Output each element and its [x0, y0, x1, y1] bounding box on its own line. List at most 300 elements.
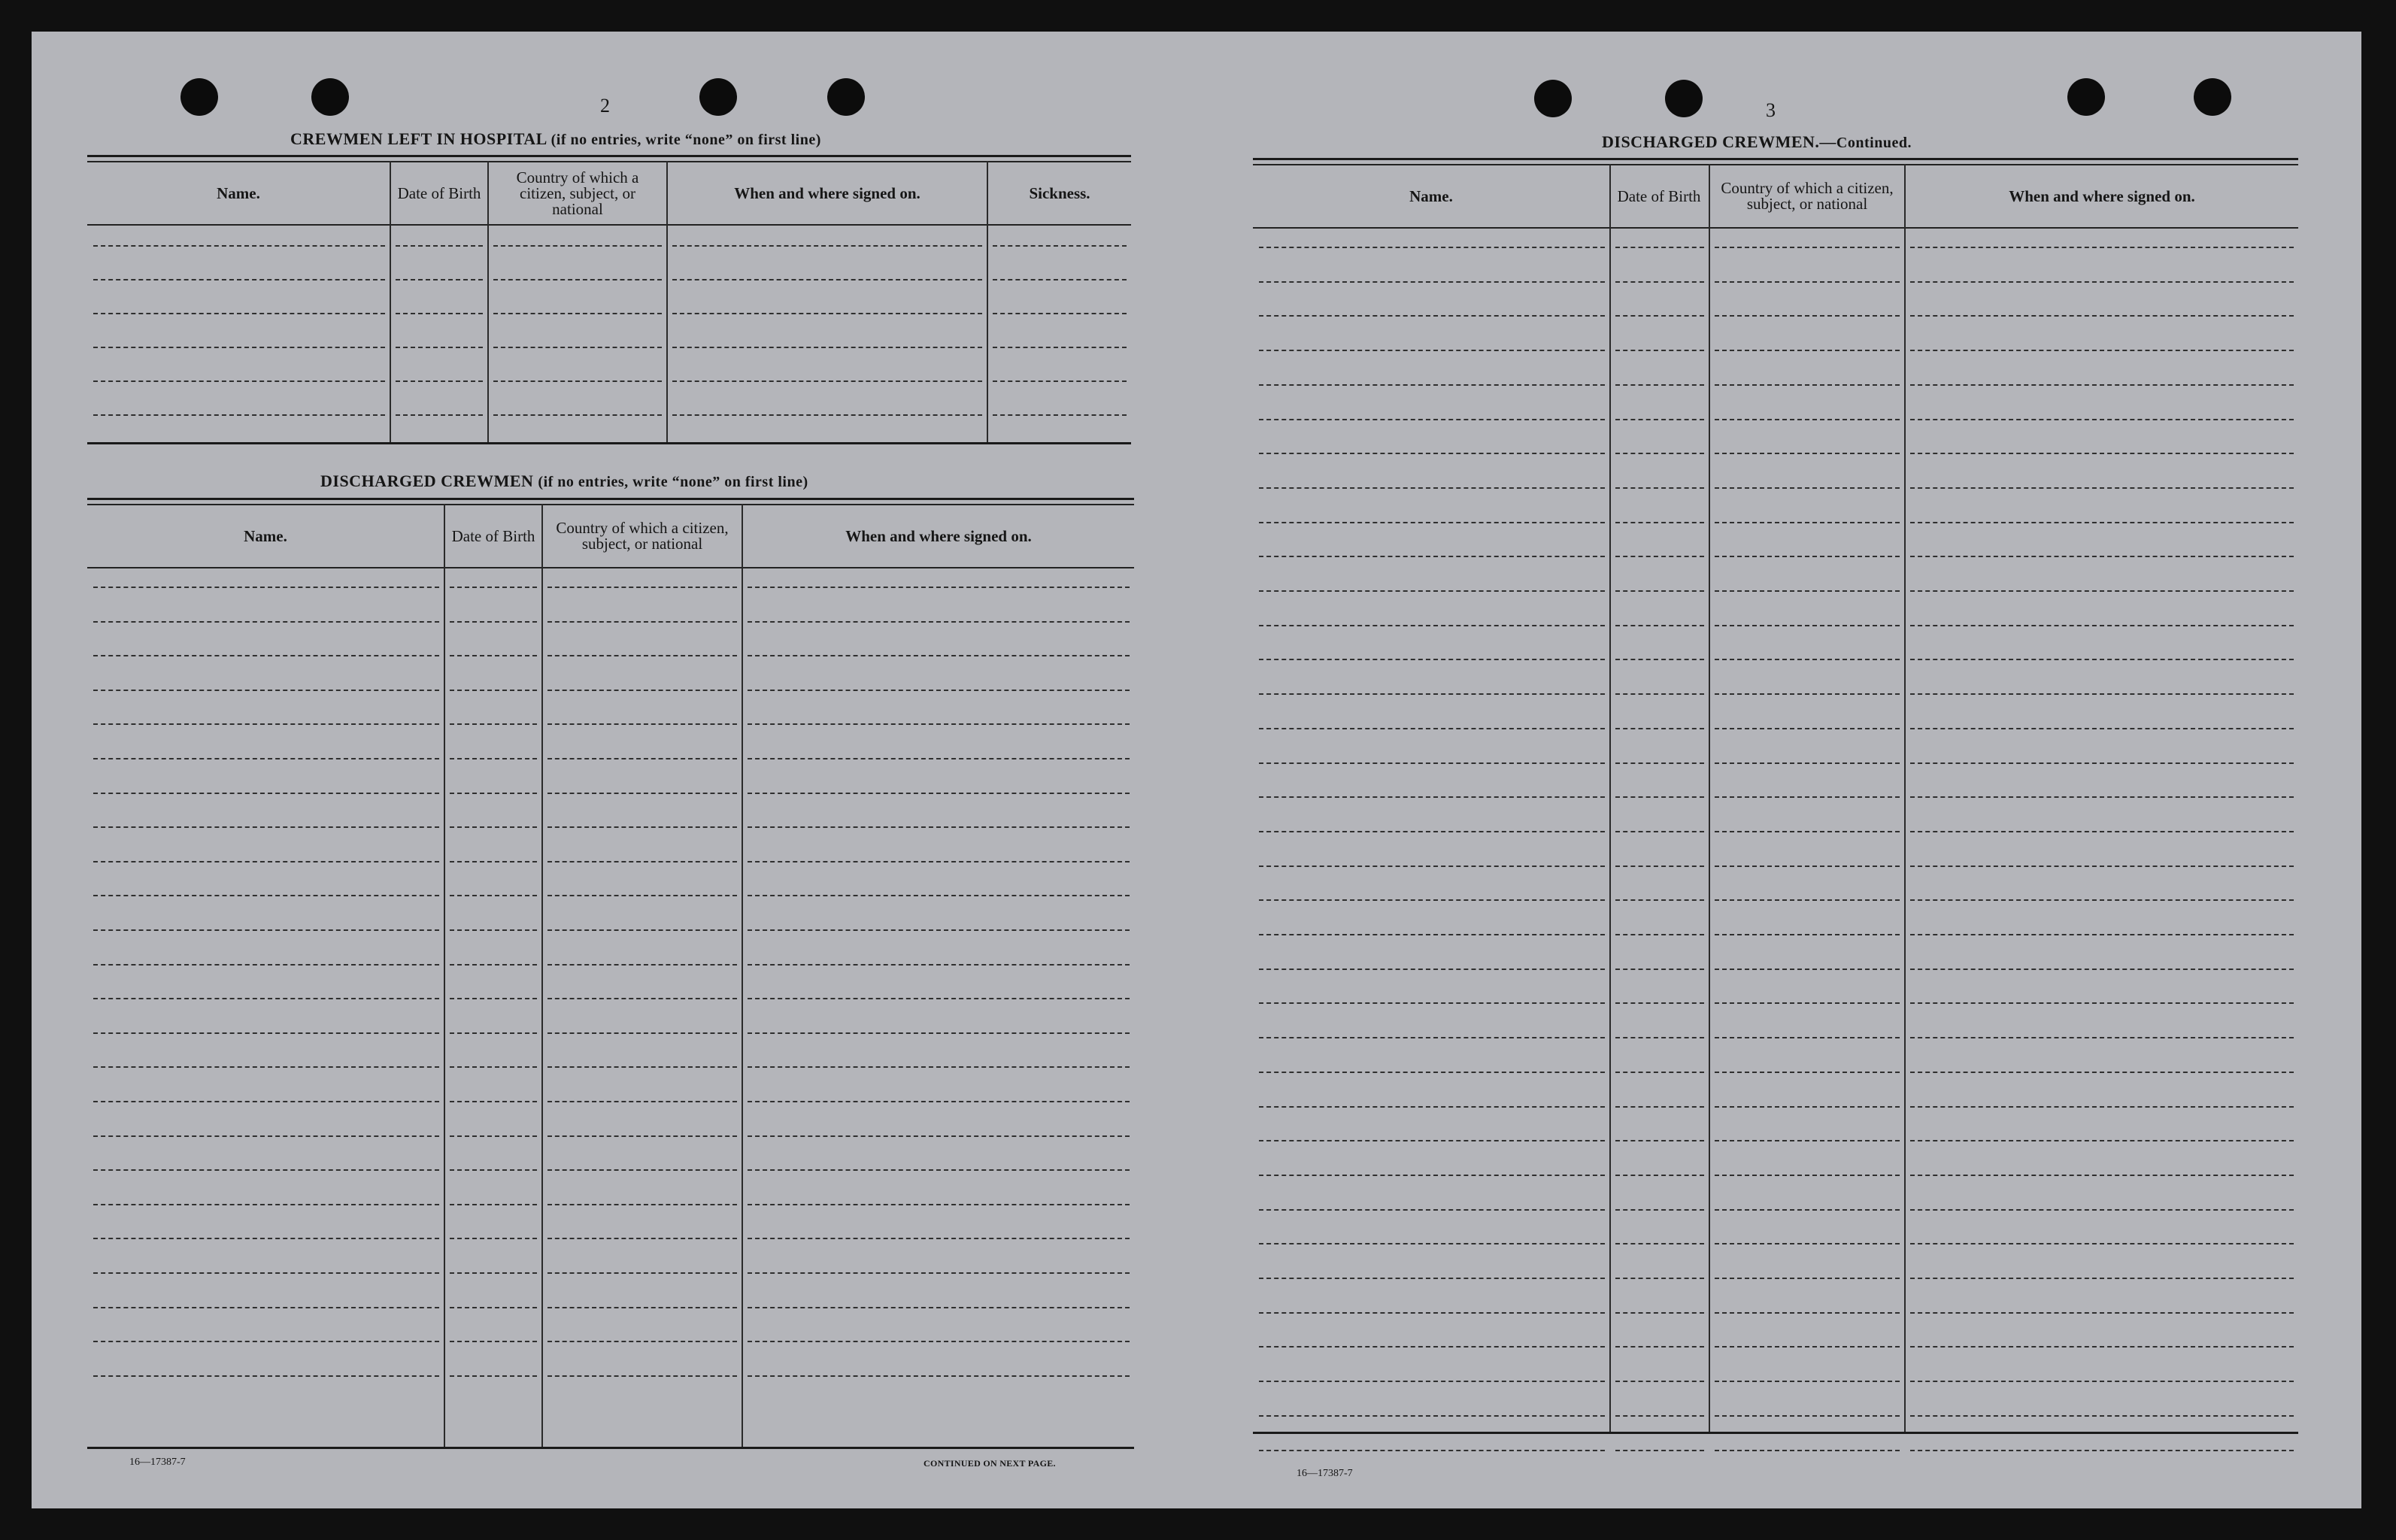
- entry-line: [93, 1238, 439, 1239]
- entry-line: [1259, 969, 1605, 970]
- entry-line: [450, 723, 537, 725]
- entry-line: [748, 861, 1130, 862]
- col-header-name: Name.: [217, 183, 260, 202]
- entry-line: [547, 929, 737, 931]
- entry-line: [1259, 1072, 1605, 1073]
- hospital-table: [87, 155, 1131, 451]
- entry-line: [1910, 1002, 2294, 1004]
- entry-line: [1715, 796, 1900, 798]
- table-bottom-rule: [87, 442, 1131, 444]
- entry-line: [1259, 350, 1605, 351]
- entry-line: [1259, 556, 1605, 557]
- discharged-table-left: [87, 498, 1134, 1454]
- table-top-rule: [1253, 164, 2298, 165]
- entry-line: [93, 1169, 439, 1171]
- entry-line: [1910, 625, 2294, 626]
- entry-line: [1259, 590, 1605, 592]
- entry-line: [1259, 1278, 1605, 1279]
- entry-line: [748, 621, 1130, 623]
- entry-line: [748, 587, 1130, 588]
- entry-line: [1615, 659, 1704, 660]
- entry-line: [1615, 247, 1704, 248]
- entry-line: [1615, 487, 1704, 489]
- entry-line: [1910, 1140, 2294, 1141]
- col-header-date-of-birth: Date of Birth: [1617, 186, 1701, 205]
- entry-line: [1910, 1243, 2294, 1244]
- entry-line: [547, 655, 737, 656]
- page-number-right: 3: [1766, 99, 1776, 121]
- entry-line: [1715, 1415, 1900, 1417]
- entry-line: [1615, 625, 1704, 626]
- entry-line: [93, 998, 439, 999]
- column-divider: [541, 504, 543, 1447]
- discharged-title-text: DISCHARGED CREWMEN: [320, 471, 534, 490]
- entry-line: [1615, 728, 1704, 729]
- table-top-rule: [87, 155, 1131, 157]
- entry-line: [1910, 315, 2294, 317]
- entry-line: [1615, 350, 1704, 351]
- entry-line: [1910, 1072, 2294, 1073]
- entry-line: [1259, 934, 1605, 935]
- entry-line: [450, 998, 537, 999]
- discharged-continued-title: [1602, 132, 1912, 152]
- entry-line: [1259, 419, 1605, 420]
- entry-line: [1259, 1140, 1605, 1141]
- entry-line: [93, 861, 439, 862]
- entry-line: [1910, 934, 2294, 935]
- table-top-rule: [87, 161, 1131, 162]
- entry-line: [1615, 762, 1704, 764]
- punch-hole: [1534, 80, 1572, 117]
- entry-line: [93, 347, 385, 348]
- entry-line: [1910, 1278, 2294, 1279]
- form-number-left: 16—17387-7: [129, 1457, 186, 1468]
- punch-hole: [311, 78, 349, 116]
- entry-line: [748, 929, 1130, 931]
- entry-line: [1615, 315, 1704, 317]
- entry-line: [1715, 1346, 1900, 1348]
- entry-line: [1910, 899, 2294, 901]
- entry-line: [993, 380, 1127, 382]
- entry-line: [1910, 419, 2294, 420]
- entry-line: [1910, 1415, 2294, 1417]
- entry-line: [1615, 384, 1704, 386]
- entry-line: [1259, 1415, 1605, 1417]
- entry-line: [748, 895, 1130, 896]
- entry-line: [450, 655, 537, 656]
- entry-line: [1910, 1106, 2294, 1108]
- header-bottom-rule: [1253, 227, 2298, 229]
- entry-line: [1615, 934, 1704, 935]
- entry-line: [396, 380, 483, 382]
- entry-line: [993, 313, 1127, 314]
- entry-line: [1910, 281, 2294, 283]
- entry-line: [1715, 934, 1900, 935]
- entry-line: [748, 723, 1130, 725]
- entry-line: [93, 414, 385, 416]
- entry-line: [1259, 831, 1605, 832]
- entry-line: [493, 245, 662, 247]
- entry-line: [1910, 1175, 2294, 1176]
- entry-line: [547, 723, 737, 725]
- entry-line: [672, 414, 982, 416]
- entry-line: [1715, 247, 1900, 248]
- entry-line: [93, 1066, 439, 1068]
- punch-hole: [1665, 80, 1703, 117]
- entry-line: [1910, 522, 2294, 523]
- entry-line: [1910, 796, 2294, 798]
- entry-line: [1615, 1450, 1704, 1451]
- entry-line: [547, 1238, 737, 1239]
- entry-line: [1615, 796, 1704, 798]
- entry-line: [450, 826, 537, 828]
- col-header-country: Country of which a citizen, subject, or national: [516, 168, 639, 218]
- entry-line: [748, 1032, 1130, 1034]
- entry-line: [493, 279, 662, 280]
- entry-line: [547, 1272, 737, 1274]
- punch-hole: [699, 78, 737, 116]
- entry-line: [1910, 728, 2294, 729]
- entry-line: [547, 1066, 737, 1068]
- entry-line: [1259, 453, 1605, 454]
- entry-line: [1615, 1312, 1704, 1314]
- entry-line: [93, 1204, 439, 1205]
- entry-line: [93, 929, 439, 931]
- col-header-signed-on: When and where signed on.: [845, 526, 1032, 545]
- entry-line: [396, 245, 483, 247]
- entry-line: [748, 1066, 1130, 1068]
- entry-line: [1615, 1243, 1704, 1244]
- entry-line: [1259, 1175, 1605, 1176]
- entry-line: [1910, 1209, 2294, 1211]
- entry-line: [1259, 487, 1605, 489]
- entry-line: [1259, 1450, 1605, 1451]
- entry-line: [93, 964, 439, 966]
- header-bottom-rule: [87, 567, 1134, 568]
- entry-line: [1259, 899, 1605, 901]
- entry-line: [93, 1341, 439, 1342]
- entry-line: [93, 313, 385, 314]
- entry-line: [547, 793, 737, 794]
- entry-line: [450, 1135, 537, 1137]
- entry-line: [1615, 1106, 1704, 1108]
- entry-line: [748, 758, 1130, 759]
- entry-line: [547, 1341, 737, 1342]
- entry-line: [547, 1204, 737, 1205]
- entry-line: [1715, 1175, 1900, 1176]
- entry-line: [547, 1101, 737, 1102]
- table-top-rule: [87, 504, 1134, 505]
- entry-line: [1715, 419, 1900, 420]
- entry-line: [748, 998, 1130, 999]
- entry-line: [1259, 1209, 1605, 1211]
- entry-line: [547, 587, 737, 588]
- entry-line: [93, 1307, 439, 1308]
- entry-line: [1259, 281, 1605, 283]
- entry-line: [450, 1204, 537, 1205]
- entry-line: [450, 621, 537, 623]
- column-divider: [390, 161, 391, 442]
- entry-line: [93, 1135, 439, 1137]
- entry-line: [1715, 1381, 1900, 1382]
- entry-line: [1259, 1243, 1605, 1244]
- entry-line: [396, 313, 483, 314]
- entry-line: [1910, 1312, 2294, 1314]
- entry-line: [748, 1169, 1130, 1171]
- entry-line: [93, 587, 439, 588]
- entry-line: [1615, 1072, 1704, 1073]
- entry-line: [1259, 625, 1605, 626]
- entry-line: [672, 279, 982, 280]
- table-top-rule: [1253, 158, 2298, 160]
- entry-line: [396, 279, 483, 280]
- entry-line: [748, 793, 1130, 794]
- entry-line: [547, 621, 737, 623]
- entry-line: [748, 1375, 1130, 1377]
- table-bottom-rule: [1253, 1432, 2298, 1434]
- column-divider: [1609, 164, 1611, 1432]
- entry-line: [547, 998, 737, 999]
- entry-line: [93, 895, 439, 896]
- entry-line: [672, 380, 982, 382]
- entry-line: [1615, 831, 1704, 832]
- entry-line: [1259, 522, 1605, 523]
- entry-line: [1615, 1140, 1704, 1141]
- entry-line: [450, 1341, 537, 1342]
- entry-line: [1715, 1450, 1900, 1451]
- discharged-continued-suffix: Continued.: [1836, 135, 1912, 151]
- entry-line: [1259, 1381, 1605, 1382]
- entry-line: [1615, 1381, 1704, 1382]
- entry-line: [1910, 831, 2294, 832]
- entry-line: [493, 313, 662, 314]
- entry-line: [748, 964, 1130, 966]
- entry-line: [547, 1169, 737, 1171]
- entry-line: [1715, 1243, 1900, 1244]
- entry-line: [547, 758, 737, 759]
- entry-line: [1615, 522, 1704, 523]
- entry-line: [93, 1272, 439, 1274]
- entry-line: [1910, 1346, 2294, 1348]
- entry-line: [450, 895, 537, 896]
- entry-line: [1715, 556, 1900, 557]
- punch-hole: [2194, 78, 2231, 116]
- entry-line: [450, 758, 537, 759]
- entry-line: [1615, 419, 1704, 420]
- entry-line: [1715, 1209, 1900, 1211]
- entry-line: [1715, 1140, 1900, 1141]
- entry-line: [1715, 590, 1900, 592]
- entry-line: [748, 1307, 1130, 1308]
- entry-line: [93, 279, 385, 280]
- entry-line: [993, 414, 1127, 416]
- entry-line: [1259, 1002, 1605, 1004]
- entry-line: [748, 690, 1130, 691]
- entry-line: [1615, 969, 1704, 970]
- entry-line: [547, 895, 737, 896]
- entry-line: [93, 1101, 439, 1102]
- column-divider: [1709, 164, 1710, 1432]
- entry-line: [1910, 693, 2294, 695]
- punch-hole: [827, 78, 865, 116]
- entry-line: [1910, 1037, 2294, 1038]
- col-header-signed-on: When and where signed on.: [734, 183, 920, 202]
- entry-line: [672, 245, 982, 247]
- entry-line: [1259, 659, 1605, 660]
- entry-line: [748, 1341, 1130, 1342]
- col-header-date-of-birth: Date of Birth: [451, 526, 535, 545]
- entry-line: [1715, 1072, 1900, 1073]
- entry-line: [450, 929, 537, 931]
- form-number-right: 16—17387-7: [1297, 1468, 1353, 1479]
- col-header-country: Country of which a citizen, subject, or national: [556, 519, 729, 553]
- entry-line: [1910, 1450, 2294, 1451]
- entry-line: [1259, 1346, 1605, 1348]
- entry-line: [1259, 1106, 1605, 1108]
- entry-line: [672, 313, 982, 314]
- entry-line: [450, 1272, 537, 1274]
- entry-line: [1910, 487, 2294, 489]
- entry-line: [1615, 865, 1704, 867]
- entry-line: [1615, 556, 1704, 557]
- col-header-name: Name.: [1409, 186, 1453, 205]
- entry-line: [993, 279, 1127, 280]
- entry-line: [1910, 350, 2294, 351]
- entry-line: [450, 1169, 537, 1171]
- entry-line: [748, 1135, 1130, 1137]
- col-header-signed-on: When and where signed on.: [2009, 186, 2195, 205]
- hospital-title-note: (if no entries, write “none” on first line): [550, 132, 821, 148]
- entry-line: [93, 758, 439, 759]
- entry-line: [547, 964, 737, 966]
- discharged-continued-title-text: DISCHARGED CREWMEN.—: [1602, 132, 1836, 151]
- entry-line: [1715, 522, 1900, 523]
- entry-line: [1615, 1415, 1704, 1417]
- entry-line: [1259, 1037, 1605, 1038]
- entry-line: [1715, 625, 1900, 626]
- entry-line: [1615, 281, 1704, 283]
- entry-line: [748, 655, 1130, 656]
- entry-line: [493, 414, 662, 416]
- document-sheet: [32, 32, 2361, 1508]
- entry-line: [547, 1375, 737, 1377]
- entry-line: [1715, 693, 1900, 695]
- entry-line: [1715, 728, 1900, 729]
- entry-line: [93, 1032, 439, 1034]
- entry-line: [1715, 865, 1900, 867]
- table-top-rule: [87, 498, 1134, 500]
- entry-line: [450, 1238, 537, 1239]
- entry-line: [1259, 1312, 1605, 1314]
- entry-line: [1259, 315, 1605, 317]
- entry-line: [93, 245, 385, 247]
- table-bottom-rule: [87, 1447, 1134, 1449]
- entry-line: [748, 1238, 1130, 1239]
- entry-line: [1615, 899, 1704, 901]
- entry-line: [1715, 1106, 1900, 1108]
- entry-line: [1615, 1175, 1704, 1176]
- entry-line: [1259, 247, 1605, 248]
- punch-hole: [2067, 78, 2105, 116]
- entry-line: [1615, 453, 1704, 454]
- entry-line: [93, 690, 439, 691]
- entry-line: [450, 793, 537, 794]
- entry-line: [1615, 1002, 1704, 1004]
- entry-line: [396, 347, 483, 348]
- entry-line: [1910, 865, 2294, 867]
- entry-line: [1715, 762, 1900, 764]
- entry-line: [1259, 796, 1605, 798]
- entry-line: [1910, 590, 2294, 592]
- entry-line: [748, 1101, 1130, 1102]
- entry-line: [450, 1066, 537, 1068]
- entry-line: [1259, 865, 1605, 867]
- entry-line: [547, 1135, 737, 1137]
- entry-line: [1615, 590, 1704, 592]
- entry-line: [93, 1375, 439, 1377]
- entry-line: [450, 587, 537, 588]
- entry-line: [547, 1032, 737, 1034]
- entry-line: [1910, 1381, 2294, 1382]
- entry-line: [450, 1307, 537, 1308]
- col-header-name: Name.: [244, 526, 287, 545]
- continued-on-next-page: CONTINUED ON NEXT PAGE.: [924, 1458, 1056, 1469]
- entry-line: [748, 1204, 1130, 1205]
- discharged-title-note: (if no entries, write “none” on first line): [538, 474, 808, 490]
- entry-line: [450, 690, 537, 691]
- entry-line: [450, 861, 537, 862]
- entry-line: [1615, 1278, 1704, 1279]
- entry-line: [1715, 1278, 1900, 1279]
- col-header-country: Country of which a citizen, subject, or national: [1721, 179, 1894, 213]
- entry-line: [1715, 1312, 1900, 1314]
- entry-line: [450, 964, 537, 966]
- col-header-date-of-birth: Date of Birth: [397, 183, 481, 202]
- entry-line: [993, 347, 1127, 348]
- entry-line: [93, 793, 439, 794]
- punch-hole: [180, 78, 218, 116]
- entry-line: [748, 1272, 1130, 1274]
- entry-line: [1259, 693, 1605, 695]
- header-bottom-rule: [87, 224, 1131, 226]
- entry-line: [1715, 281, 1900, 283]
- entry-line: [93, 655, 439, 656]
- entry-line: [1715, 1037, 1900, 1038]
- entry-line: [1715, 315, 1900, 317]
- entry-line: [1910, 453, 2294, 454]
- entry-line: [672, 347, 982, 348]
- entry-line: [1910, 659, 2294, 660]
- discharged-table-right: [1253, 158, 2298, 1466]
- entry-line: [1715, 659, 1900, 660]
- entry-line: [993, 245, 1127, 247]
- entry-line: [93, 723, 439, 725]
- column-divider: [1904, 164, 1906, 1432]
- entry-line: [748, 826, 1130, 828]
- column-divider: [742, 504, 743, 1447]
- entry-line: [547, 826, 737, 828]
- entry-line: [450, 1101, 537, 1102]
- entry-line: [1715, 969, 1900, 970]
- entry-line: [1615, 1209, 1704, 1211]
- column-divider: [444, 504, 445, 1447]
- entry-line: [1259, 728, 1605, 729]
- entry-line: [1715, 831, 1900, 832]
- entry-line: [1715, 899, 1900, 901]
- entry-line: [1715, 384, 1900, 386]
- entry-line: [1910, 556, 2294, 557]
- hospital-section-title: [290, 129, 821, 149]
